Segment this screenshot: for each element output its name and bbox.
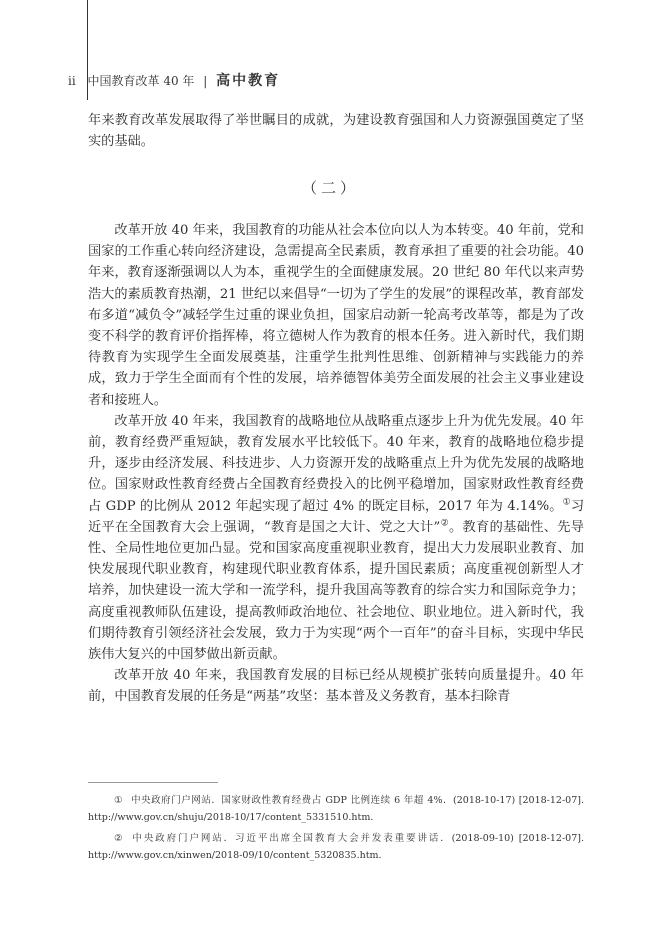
footnote-1-marker: ①	[114, 795, 123, 806]
footnote-1	[88, 792, 584, 826]
body-paragraph-1: 改革开放 40 年来，我国教育的功能从社会本位向以人为本转变。40 年前，党和国家的工作重心转向经济建设，急需提高全民素质，教育承担了重要的社会功能。40 年来，教育逐渐强调以人为本，重视学生的全面健康发展。20 世纪 80 年代以来声势浩大的素质教育热潮，21 世纪以来倡导“一切为了学生的发展”的课程改革，教育部发布多道“减负令”减轻学生过重的课业负担，国家启动新一轮高考改革等，都是为了改变不科学的教育评价指挥棒，将立德树人作为教育的根本任务。进入新时代，我们期待教育为实现学生全面发展奠基，注重学生批判性思维、创新精神与实践能力的养成，致力于学生全面而有个性的发展，培养德智体美劳全面发展的社会主义事业建设者和接班人。	[88, 223, 585, 408]
running-header	[68, 70, 280, 90]
body-text-block	[88, 220, 584, 708]
paragraph-2-part-a: 改革开放 40 年来，我国教育的战略地位从战略重点逐步上升为优先发展。40 年前，教育经费严重短缺，教育发展水平比较低下。40 年来，教育的战略地位稳步提升，逐步由经济发展、科技进步、人力资源开发的战略重点上升为优先发展的战略地位。国家财政性教育经费占全国教育经费投入的比例平稳增加，国家财政性教育经费占 GDP 的比例从 2012 年起实现了超过 4% 的既定目标，2017 年为 4.14%。	[88, 413, 584, 514]
footnote-1-text: 中央政府门户网站．国家财政性教育经费占 GDP 比例连续 6 年超 4%．(2018-10-17) [2018-12-07]. http://www.gov.cn/shuju/2018-10/17/content_5331510.htm.	[88, 795, 584, 823]
footnote-ref-2[interactable]: ②	[440, 518, 449, 529]
body-paragraph-3: 改革开放 40 年来，我国教育发展的目标已经从规模扩张转向质量提升。40 年前，中国教育发展的任务是“两基”攻坚：基本普及义务教育，基本扫除青	[88, 668, 584, 705]
footnote-divider	[88, 782, 218, 783]
intro-text-block	[88, 110, 584, 152]
book-title: 中国教育改革 40 年	[87, 74, 195, 88]
series-title: 高中教育	[216, 73, 281, 89]
intro-paragraph: 年来教育改革发展取得了举世瞩目的成就，为建设教育强国和人力资源强国奠定了坚实的基础。	[88, 113, 584, 150]
page-number: ii	[68, 74, 76, 88]
footnote-ref-1[interactable]: ①	[562, 497, 571, 508]
body-paragraph-2	[88, 411, 584, 665]
header-separator: |	[203, 74, 208, 88]
paragraph-2-part-c: 。教育的基础性、先导性、全局性地位更加凸显。党和国家高度重视职业教育，提出大力发展职业教育、加快发展现代职业教育，构建现代职业教育体系，提升国民素质；高度重视创新型人才培养，加快建设一流大学和一流学科，提升我国高等教育的综合实力和国际竞争力；高度重视教师队伍建设，提高教师政治地位、社会地位、职业地位。进入新时代，我们期待教育引领经济社会发展，致力于为实现“两个一百年”的奋斗目标，实现中华民族伟大复兴的中国梦做出新贡献。	[88, 519, 584, 663]
footnote-2	[88, 830, 584, 864]
paragraph-2-part-b: 习近平在全国教育大会上强调，“教育是国之大计、党之大计”	[88, 498, 584, 535]
footnote-2-text: 中央政府门户网站．习近平出席全国教育大会并发表重要讲话．(2018-09-10) [2018-12-07]. http://www.gov.cn/xinwen/2018-09/10/content_5320835.htm.	[88, 833, 584, 861]
section-heading: （二）	[301, 179, 359, 197]
footnote-2-marker: ②	[114, 833, 123, 844]
